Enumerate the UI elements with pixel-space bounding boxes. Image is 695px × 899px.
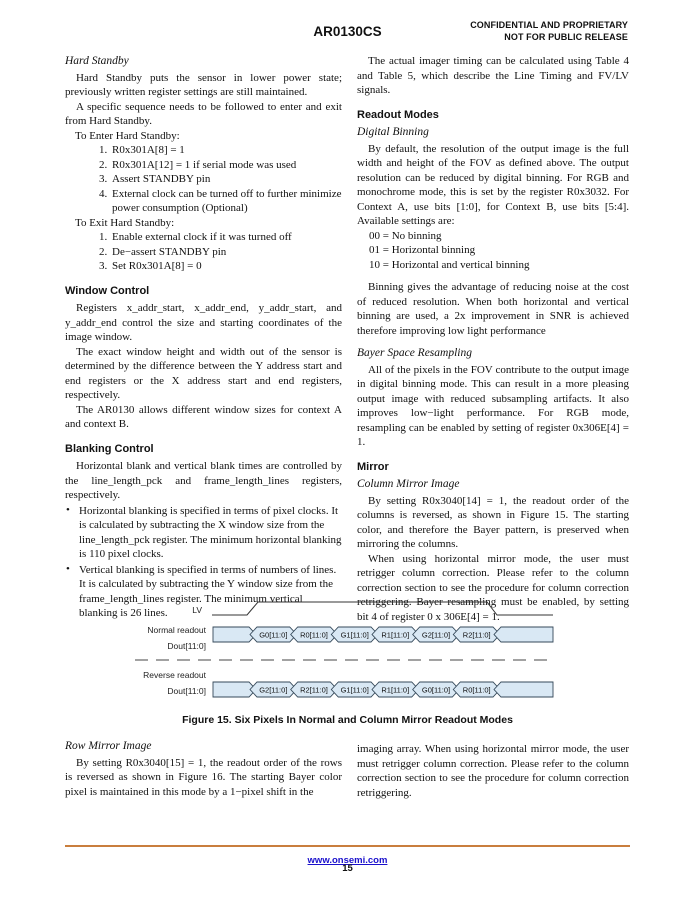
bus-cell-label: R1[11:0] — [381, 630, 410, 640]
list-item: • Vertical blanking is specified in terms of numbers of lines. It is calculated by subtracting the Y window size from the frame_length_lines register. The minimum vertical blanking is 26 lines. — [79, 563, 342, 621]
paragraph: All of the pixels in the FOV contribute to the output image in digital binning mode. This can result in a more pleasing output image with reduced subsampling artifacts. It also improves low−light performance. For RGB mode, resampling can be enabled by setting of register 0x306E[4] = 1. — [357, 363, 629, 448]
subsection-heading-digital-binning: Digital Binning — [357, 126, 429, 138]
paragraph: By setting R0x3040[14] = 1, the readout order of the columns is reversed, as shown in Figure 15. The starting color, and therefore the Bayer pattern, is preserved when mirroring the columns. — [357, 494, 629, 550]
subsection-heading-column-mirror: Column Mirror Image — [357, 478, 460, 490]
page-number: 15 — [342, 863, 353, 874]
list-item: 1. R0x301A[8] = 1 — [110, 143, 342, 158]
bus-cell-label: R1[11:0] — [381, 685, 410, 695]
bottom-right-column — [357, 742, 629, 800]
timing-diagram-svg — [130, 592, 560, 710]
paragraph: Registers x_addr_start, x_addr_end, y_addr_start, and y_addr_end control the size and starting coordinates of the image window. — [65, 302, 342, 343]
paragraph: Horizontal blank and vertical blank times are controlled by the line_length_pck and frame_length_lines registers, respectively. — [65, 460, 342, 501]
paragraph: The AR0130 allows different window sizes for context A and context B. — [65, 403, 342, 430]
left-column — [65, 54, 342, 622]
binning-setting: 10 = Horizontal and vertical binning — [369, 258, 530, 271]
bus-cell-label: G0[11:0] — [259, 630, 288, 640]
section-heading-readout-modes: Readout Modes — [357, 108, 439, 121]
exit-standby-label: To Exit Hard Standby: — [75, 216, 175, 229]
confidential-line-2: NOT FOR PUBLIC RELEASE — [504, 31, 628, 42]
paragraph: The exact window height and width out of the sensor is determined by the difference between the Y address start and end registers or the X address start and end registers, respectively. — [65, 345, 342, 401]
bus-cell-label: G2[11:0] — [259, 685, 288, 695]
lv-waveform — [212, 602, 553, 615]
paragraph: Binning gives the advantage of reducing noise at the cost of reduced resolution. When both horizontal and vertical binning are used, a 2x improvement in SNR is achieved therefore improving low light performance — [357, 281, 629, 337]
list-item: 4. External clock can be turned off to further minimize power consumption (Optional) — [110, 187, 342, 216]
reverse-dout-label: Dout[11:0] — [167, 686, 206, 696]
list-item: • Horizontal blanking is specified in terms of pixel clocks. It is calculated by subtracting the X window size from the line_length_pck register. The minimum horizontal blanking is 110 pixel clocks. — [79, 504, 342, 562]
bus-cell-label: G1[11:0] — [340, 630, 369, 640]
bus-cell-label: G1[11:0] — [340, 685, 369, 695]
paragraph: Hard Standby puts the sensor in lower power state; previously written register settings are still maintained. — [65, 71, 342, 98]
bus-cell-label: G2[11:0] — [421, 630, 451, 640]
timing-diagram — [130, 592, 560, 710]
paragraph: The actual imager timing can be calculated using Table 4 and Table 5, which describe the Line Timing and FV/LV signals. — [357, 55, 629, 96]
list-item: 2. De−assert STANDBY pin — [110, 245, 342, 260]
bus-idle-segment — [494, 682, 553, 697]
list-item: 3. Set R0x301A[8] = 0 — [110, 259, 342, 274]
section-heading-window-control: Window Control — [65, 284, 150, 297]
exit-standby-steps — [65, 230, 342, 274]
confidential-line-1: CONFIDENTIAL AND PROPRIETARY — [470, 20, 628, 30]
bus-cell-label: R0[11:0] — [300, 630, 328, 640]
confidential-notice — [470, 20, 628, 43]
bus-cell-label: R2[11:0] — [462, 630, 491, 640]
bus-cell-label: G0[11:0] — [421, 685, 451, 695]
figure-caption: Figure 15. Six Pixels In Normal and Column Mirror Readout Modes — [182, 714, 513, 726]
list-item: 3. Assert STANDBY pin — [110, 172, 342, 187]
subsection-heading-bayer-resampling: Bayer Space Resampling — [357, 347, 472, 359]
section-heading-hard-standby: Hard Standby — [65, 55, 129, 67]
paragraph: imaging array. When using horizontal mirror mode, the user must retrigger column correction. Please refer to the column correction section to see the procedure for column correction retriggering. — [357, 743, 629, 799]
paragraph: By default, the resolution of the output image is the full width and height of the FOV as defined above. The output resolution can be reduced by digital binning. For RGB and monochrome mode, this is set by the register R0x3032. For Context A, use bits [1:0], for Context B, use bits [5:4]. Available settings are: — [357, 142, 629, 227]
list-item: 2. R0x301A[12] = 1 if serial mode was used — [110, 158, 342, 173]
page-title: AR0130CS — [313, 24, 382, 39]
footer-divider — [65, 845, 630, 847]
reverse-readout-label: Reverse readout — [143, 670, 206, 680]
section-heading-mirror: Mirror — [357, 460, 389, 473]
binning-setting: 00 = No binning — [369, 229, 442, 242]
paragraph: By setting R0x3040[15] = 1, the readout order of the rows is reversed as shown in Figure 16. The starting Bayer color pixel is maintained in this mode by a 1−pixel shift in the — [65, 756, 342, 798]
enter-standby-steps — [65, 143, 342, 216]
paragraph: When using horizontal mirror mode, the user must retrigger column correction. Please refer to the column correction section to see the procedure for column correction retriggering. Bayer resampling must be enabled, by setting bit 4 of register 0 x 306E[4] = 1. — [357, 552, 629, 623]
bus-idle-segment — [494, 627, 553, 642]
paragraph: A specific sequence needs to be followed to enter and exit from Hard Standby. — [65, 100, 342, 127]
bus-cell-label: R2[11:0] — [300, 685, 328, 695]
onsemi-link[interactable]: www.onsemi.com — [307, 855, 388, 866]
enter-standby-label: To Enter Hard Standby: — [75, 129, 180, 142]
lv-signal-label: LV — [192, 605, 202, 615]
list-item: 1. Enable external clock if it was turned off — [110, 230, 342, 245]
right-column — [357, 54, 629, 624]
normal-readout-label: Normal readout — [147, 625, 206, 635]
binning-setting: 01 = Horizontal binning — [369, 244, 476, 256]
subsection-heading-row-mirror: Row Mirror Image — [65, 740, 152, 752]
normal-dout-label: Dout[11:0] — [167, 641, 206, 651]
bus-cell-label: R0[11:0] — [462, 685, 491, 695]
bottom-left-column — [65, 739, 342, 799]
section-heading-blanking-control: Blanking Control — [65, 442, 154, 455]
